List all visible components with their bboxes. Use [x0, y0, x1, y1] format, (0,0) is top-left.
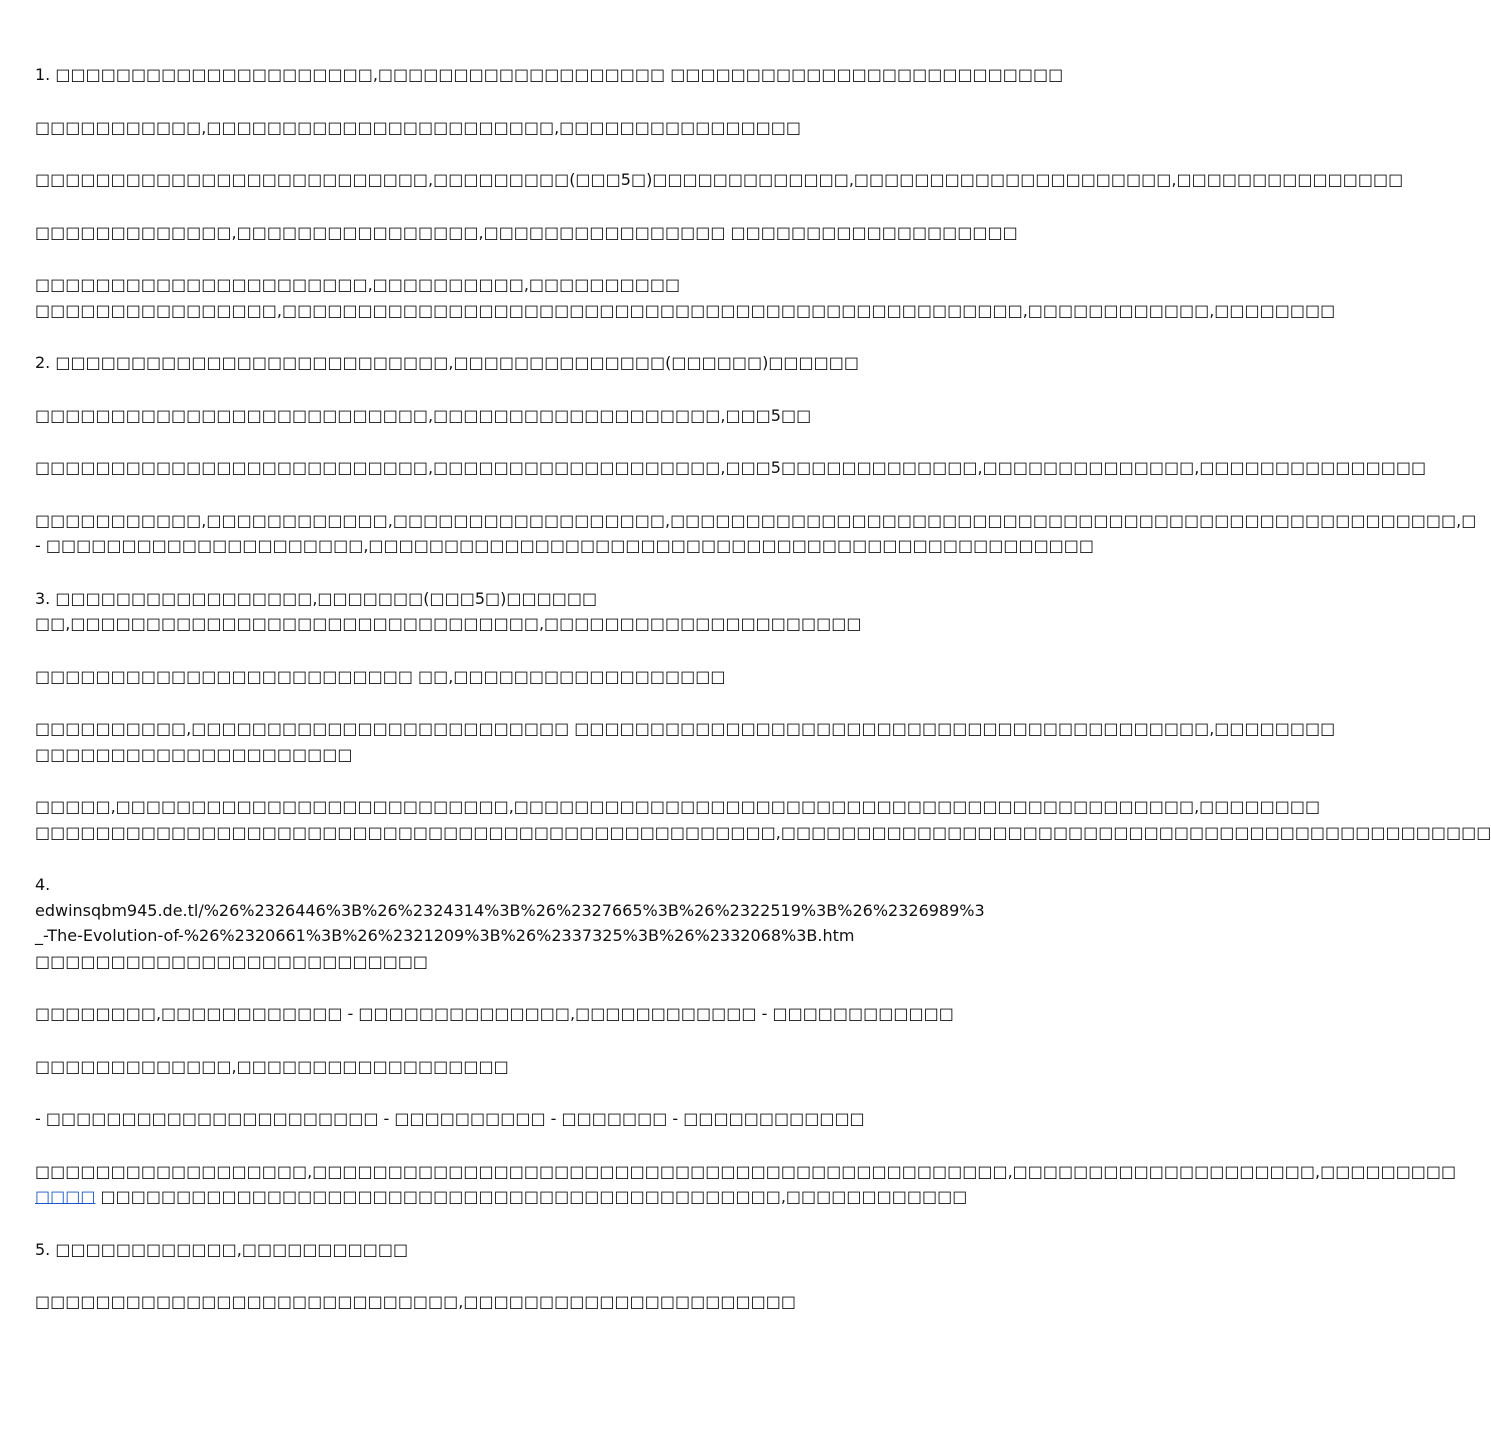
paragraph-1-heading	[35, 62, 1064, 88]
text-line: 1. □□□□□□□□□□□□□□□□□□□□□,□□□□□□□□□□□□□□□□□□□ □□□□□□□□□□□□□□□□□□□□□□□□□□	[35, 65, 1064, 84]
text-line: □□□□□□□□□□□□□□□□□□,□□□□□□□□□□□□□□□□□□□□□□□□□□□□□□□□□□□□□□□□□□□□□□,□□□□□□□□□□□□□□□□□□□□,□□□□□□□□□	[35, 1161, 1457, 1181]
paragraph	[35, 1054, 990, 1080]
text-line: □□□□□□□□□□□□□□□□□□□□□□□□□□□□,□□□□□□□□□□□□□□□□□□□□□□	[35, 1292, 796, 1311]
text-line: 3. □□□□□□□□□□□□□□□□□,□□□□□□□(□□□5□)□□□□□□	[35, 588, 598, 608]
text-line: □□□□□□□□□□□□□□□□□□□□□□□□□□□□□□□□□□□□□□□□□□□□□□□□□,□□□□□□□□□□□□□□□□□□□□□□□□□□□□□□□□□□□□□□□□□□□□□□□	[35, 822, 1491, 842]
list-number: 4.	[35, 875, 51, 894]
paragraph	[35, 794, 1491, 845]
paragraph	[35, 403, 990, 429]
url-text: _-The-Evolution-of-%26%2320661%3B%26%2321209%3B%26%2337325%3B%26%2332068%3B.htm	[35, 926, 855, 945]
text-line: 2. □□□□□□□□□□□□□□□□□□□□□□□□□□,□□□□□□□□□□□□□□(□□□□□□)□□□□□□	[35, 353, 860, 372]
paragraph	[35, 508, 1477, 559]
inline-link[interactable]: □□□□	[35, 1187, 96, 1206]
paragraph	[35, 272, 1336, 323]
paragraph	[35, 220, 1018, 246]
text-line: □□□□□□□□□□□□□□□□□□□□□□□□□□,□□□□□□□□□□□□□□□□□□□,□□□5□□	[35, 405, 812, 425]
text-line: □□□□□□□□□□□□□□□□□□□□□□,□□□□□□□□□□,□□□□□□□□□□	[35, 275, 681, 294]
text-line: □□□□□,□□□□□□□□□□□□□□□□□□□□□□□□□□,□□□□□□□□□□□□□□□□□□□□□□□□□□□□□□□□□□□□□□□□□□□□□,□□□□□□□□	[35, 797, 1321, 816]
paragraph	[35, 1001, 990, 1027]
paragraph-4-heading	[35, 872, 990, 974]
text-line: □□□□□□□□□□□□□□□□□□□□□□□□□□	[35, 951, 429, 971]
text-line: □□□□□□□□□□□□□□□□□□□□□□□□□ □□,□□□□□□□□□□□□□□□□□□	[35, 666, 726, 686]
url-text: edwinsqbm945.de.tl/%26%2326446%3B%26%2324314%3B%26%2327665%3B%26%2322519%3B%26%2326989%3	[35, 900, 985, 920]
text-line: □□□□□□□□□□□□□,□□□□□□□□□□□□□□□□,□□□□□□□□□□□□□□□□ □□□□□□□□□□□□□□□□□□□	[35, 222, 1018, 242]
text-line: □□,□□□□□□□□□□□□□□□□□□□□□□□□□□□□□□□,□□□□□□□□□□□□□□□□□□□□□	[35, 614, 862, 633]
paragraph	[35, 115, 990, 141]
paragraph	[35, 455, 1427, 481]
text-line: □□□□□□□□□□□,□□□□□□□□□□□□,□□□□□□□□□□□□□□□□□□,□□□□□□□□□□□□□□□□□□□□□□□□□□□□□□□□□□□□□□□□□□□□□□□□□□□□,□	[35, 510, 1477, 530]
paragraph-5-heading	[35, 1237, 990, 1263]
text-line: □□□□□□□□□□□□□□□□□□□□□	[35, 744, 353, 764]
paragraph-with-link	[35, 1159, 1457, 1210]
text-line: □□□□□□□□□□,□□□□□□□□□□□□□□□□□□□□□□□□□ □□□□□□□□□□□□□□□□□□□□□□□□□□□□□□□□□□□□□□□□□□,□□□□□□□□	[35, 719, 1336, 738]
text-line	[35, 1184, 990, 1210]
text-line: □□□□□□□□□□□□□□□□□□□□□□□□□□,□□□□□□□□□□□□□□□□□□□,□□□5□□□□□□□□□□□□□,□□□□□□□□□□□□□□,□□□□□□□□□□□□□□□	[35, 458, 1427, 477]
text-line: □□□□□□□□□□□□□□□□□□□□□□□□□□,□□□□□□□□□(□□□5□)□□□□□□□□□□□□□,□□□□□□□□□□□□□□□□□□□□□,□□□□□□□□□□□□□□□	[35, 170, 1404, 189]
paragraph	[35, 1106, 990, 1132]
paragraph-2-heading	[35, 350, 990, 376]
text-line: □□□□□□□□□□□,□□□□□□□□□□□□□□□□□□□□□□□,□□□□□□□□□□□□□□□□	[35, 117, 802, 137]
text-line: - □□□□□□□□□□□□□□□□□□□□□,□□□□□□□□□□□□□□□□□□□□□□□□□□□□□□□□□□□□□□□□□□□□□□□□	[35, 536, 1095, 555]
text-line: □□□□□□□□□□□□□,□□□□□□□□□□□□□□□□□□	[35, 1056, 509, 1076]
paragraph	[35, 1289, 990, 1315]
paragraph	[35, 664, 990, 690]
text-line: - □□□□□□□□□□□□□□□□□□□□□□ - □□□□□□□□□□ - □□□□□□□ - □□□□□□□□□□□□	[35, 1109, 865, 1128]
text-line: □□□□□□□□,□□□□□□□□□□□□ - □□□□□□□□□□□□□□,□□□□□□□□□□□□ - □□□□□□□□□□□□	[35, 1004, 954, 1023]
document-page	[35, 62, 1491, 1342]
paragraph-3-heading	[35, 586, 990, 637]
paragraph	[35, 167, 1404, 193]
text-fragment: □□□□□□□□□□□□□□□□□□□□□□□□□□□□□□□□□□□□□□□□□□□□□,□□□□□□□□□□□□	[95, 1187, 968, 1206]
paragraph	[35, 716, 1336, 767]
text-line: 5. □□□□□□□□□□□□,□□□□□□□□□□□	[35, 1239, 409, 1259]
text-line: □□□□□□□□□□□□□□□□,□□□□□□□□□□□□□□□□□□□□□□□□□□□□□□□□□□□□□□□□□□□□□□□□□,□□□□□□□□□□□□,□□□□□□□□	[35, 300, 1336, 320]
